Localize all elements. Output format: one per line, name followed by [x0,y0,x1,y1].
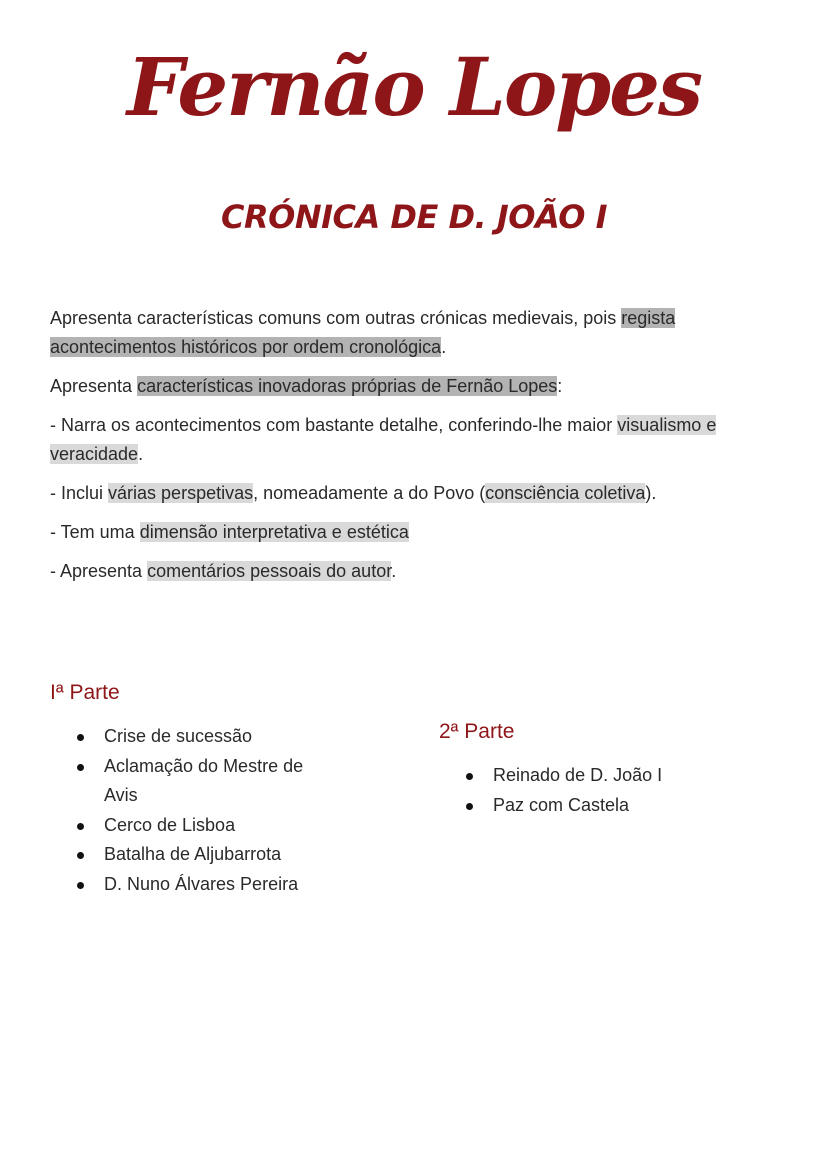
paragraph [50,518,740,547]
list-item: Batalha de Aljubarrota [77,840,327,870]
list-item: Crise de sucessão [77,722,327,752]
list-item: Aclamação do Mestre de Avis [77,752,327,811]
list-item: D. Nuno Álvares Pereira [77,870,327,900]
body-text [50,304,740,596]
text-segment: , nomeadamente a do Povo ( [253,483,486,503]
text-segment: - Apresenta [50,561,148,581]
paragraph [50,372,740,401]
text-segment: - Tem uma [50,522,140,542]
highlighted-text: regista acontecimentos históricos por ordem cronológica [50,308,676,357]
text-segment: Apresenta [50,376,138,396]
text-segment: ). [645,483,657,503]
part1-heading: Iª Parte [50,681,120,704]
highlighted-text: consciência coletiva [485,483,646,503]
list-item: Paz com Castela [466,791,766,821]
part1-list [77,722,327,899]
paragraph [50,557,740,586]
highlighted-text: dimensão interpretativa e estética [139,522,409,542]
part2-list [466,761,766,820]
highlighted-text: visualismo e veracidade [50,415,717,464]
text-segment: . [441,337,447,357]
document-title: Fernão Lopes [126,40,702,134]
list-item: Reinado de D. João I [466,761,766,791]
part2-heading: 2ª Parte [439,720,515,743]
paragraph [50,479,740,508]
text-segment: Apresenta características comuns com outras crónicas medievais, pois [50,308,622,328]
paragraph [50,411,740,469]
text-segment: - Inclui [50,483,109,503]
highlighted-text: comentários pessoais do autor [147,561,392,581]
document-subtitle: CRÓNICA DE D. JOÃO I [221,198,607,236]
list-item: Cerco de Lisboa [77,811,327,841]
text-segment: . [138,444,144,464]
text-segment: . [391,561,397,581]
paragraph [50,304,740,362]
text-segment: : [557,376,563,396]
text-segment: - Narra os acontecimentos com bastante detalhe, conferindo-lhe maior [50,415,618,435]
highlighted-text: características inovadoras próprias de Fernão Lopes [137,376,558,396]
highlighted-text: várias perspetivas [108,483,254,503]
